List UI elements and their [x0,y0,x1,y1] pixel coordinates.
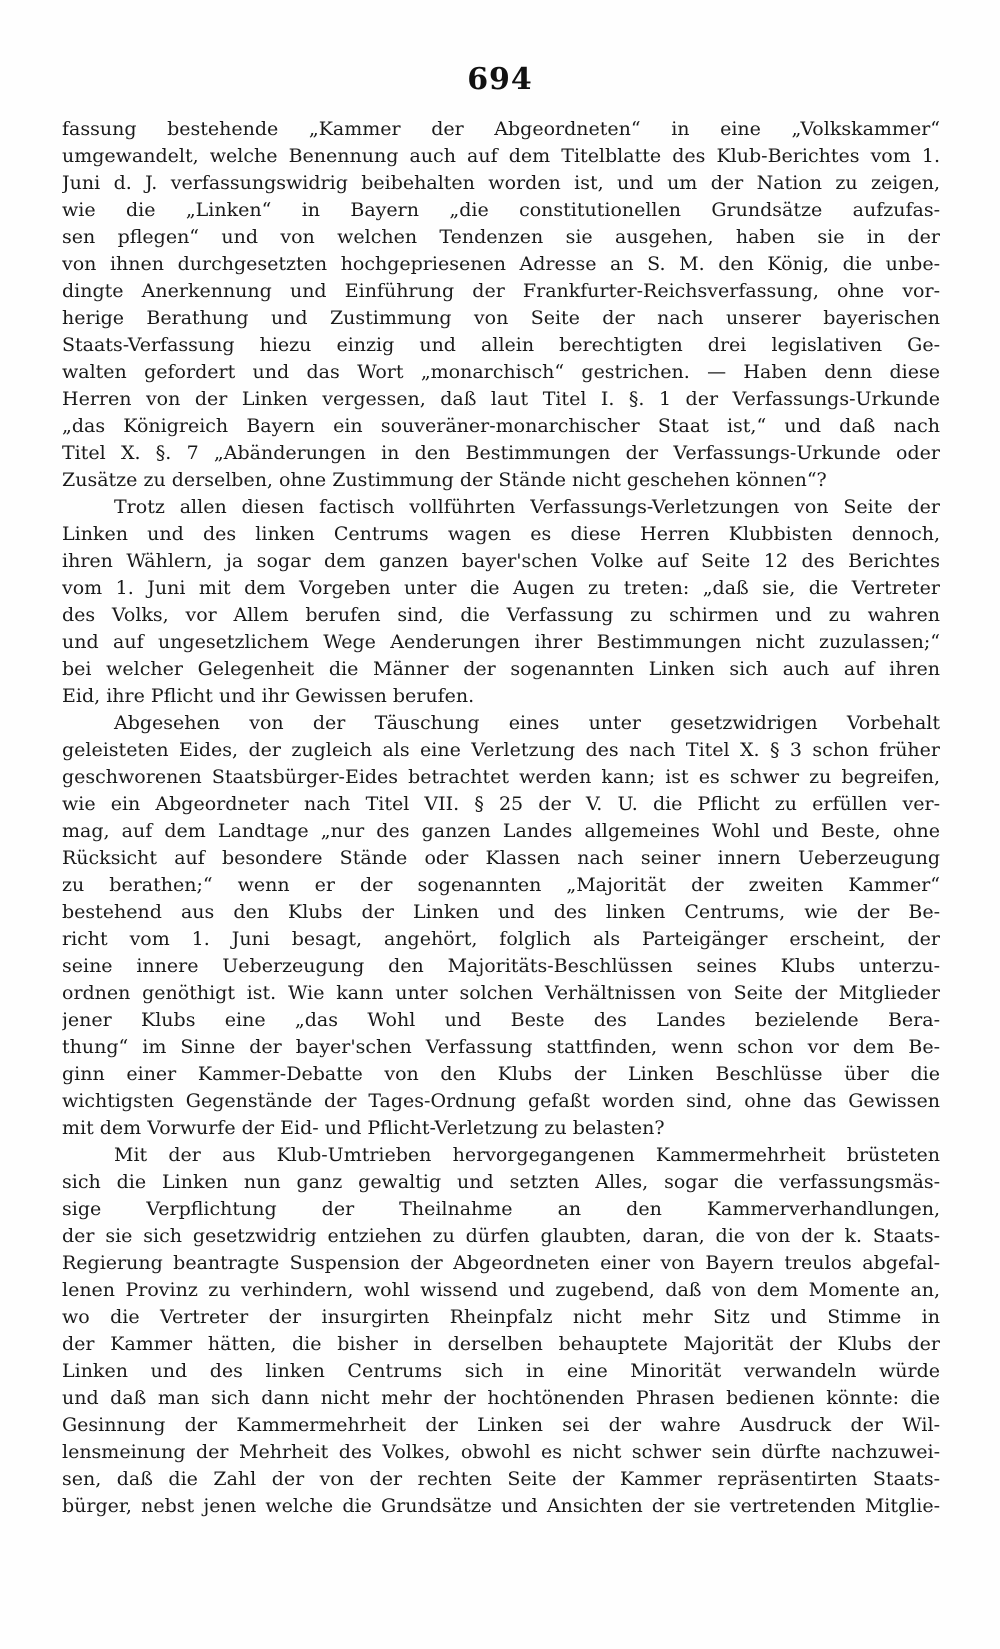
text-line: Linken und des linken Centrums wagen es diese Herren Klubbisten dennoch, [62,523,940,545]
text-line: Trotz allen diesen factisch vollführten Verfassungs-Verletzungen von Seite der [114,496,940,518]
text-line: sige Verpflichtung der Theilnahme an den Kammerverhandlungen, [62,1198,940,1220]
text-line: ihren Wählern, ja sogar dem ganzen bayer'schen Volke auf Seite 12 des Berichtes [62,550,940,572]
text-line: Gesinnung der Kammermehrheit der Linken sei der wahre Ausdruck der Wil- [62,1414,940,1436]
text-line: mag, auf dem Landtage „nur des ganzen Landes allgemeines Wohl und Beste, ohne [62,820,940,842]
text-line: umgewandelt, welche Benennung auch auf dem Titelblatte des Klub-Berichtes vom 1. [62,145,940,167]
text-line: von ihnen durchgesetzten hochgepriesenen Adresse an S. M. den König, die unbe- [62,253,940,275]
paragraph-2 [62,494,940,710]
text-line: „das Königreich Bayern ein souveräner-monarchischer Staat ist,“ und daß nach [62,415,940,437]
text-line: geschworenen Staatsbürger-Eides betrachtet werden kann; ist es schwer zu begreifen, [62,766,940,788]
text-line: lensmeinung der Mehrheit des Volkes, obwohl es nicht schwer sein dürfte nachzuwei- [62,1441,940,1463]
text-line: sen, daß die Zahl der von der rechten Seite der Kammer repräsentirten Staats- [62,1468,940,1490]
text-line: Linken und des linken Centrums sich in eine Minorität verwandeln würde [62,1360,940,1382]
text-line: mit dem Vorwurfe der Eid- und Pflicht-Verletzung zu belasten? [62,1117,665,1139]
text-line: zu berathen;“ wenn er der sogenannten „Majorität der zweiten Kammer“ [62,874,940,896]
text-line: wie ein Abgeordneter nach Titel VII. § 25 der V. U. die Pflicht zu erfüllen ver- [62,793,940,815]
text-line: richt vom 1. Juni besagt, angehört, folglich als Parteigänger erscheint, der [62,928,940,950]
text-line: Mit der aus Klub-Umtrieben hervorgegangenen Kammermehrheit brüsteten [114,1144,940,1166]
text-line: Zusätze zu derselben, ohne Zustimmung der Stände nicht geschehen können“? [62,469,827,491]
text-line: walten gefordert und das Wort „monarchisch“ gestrichen. — Haben denn diese [62,361,940,383]
text-line: Rücksicht auf besondere Stände oder Klassen nach seiner innern Ueberzeugung [62,847,940,869]
text-line: der sie sich gesetzwidrig entziehen zu dürfen glaubten, daran, die von der k. Staats- [62,1225,940,1247]
paragraph-4 [62,1142,940,1520]
text-line: und daß man sich dann nicht mehr der hochtönenden Phrasen bedienen könnte: die [62,1387,940,1409]
text-line: ordnen genöthigt ist. Wie kann unter solchen Verhältnissen von Seite der Mitglieder [62,982,940,1004]
text-line: der Kammer hätten, die bisher in derselben behauptete Majorität der Klubs der [62,1333,940,1355]
text-line: herige Berathung und Zustimmung von Seite der nach unserer bayerischen [62,307,940,329]
text-line: Abgesehen von der Täuschung eines unter gesetzwidrigen Vorbehalt [114,712,940,734]
text-line: wie die „Linken“ in Bayern „die constitutionellen Grundsätze aufzufas- [62,199,940,221]
text-line: Eid, ihre Pflicht und ihr Gewissen berufen. [62,685,475,707]
text-line: Herren von der Linken vergessen, daß laut Titel I. §. 1 der Verfassungs-Urkunde [62,388,940,410]
text-line: vom 1. Juni mit dem Vorgeben unter die Augen zu treten: „daß sie, die Vertreter [62,577,940,599]
text-line: Staats-Verfassung hiezu einzig und allein berechtigten drei legislativen Ge- [62,334,940,356]
text-line: Titel X. §. 7 „Abänderungen in den Bestimmungen der Verfassungs-Urkunde oder [62,442,940,464]
text-line: bürger, nebst jenen welche die Grundsätze und Ansichten der sie vertretenden Mitglie- [62,1495,940,1517]
text-line: fassung bestehende „Kammer der Abgeordneten“ in eine „Volkskammer“ [62,118,940,140]
text-line: sen pflegen“ und von welchen Tendenzen sie ausgehen, haben sie in der [62,226,940,248]
text-line: bestehend aus den Klubs der Linken und des linken Centrums, wie der Be- [62,901,940,923]
paragraph-1 [62,116,940,494]
text-line: Juni d. J. verfassungswidrig beibehalten worden ist, und um der Nation zu zeigen, [62,172,940,194]
text-line: wo die Vertreter der insurgirten Rheinpfalz nicht mehr Sitz und Stimme in [62,1306,940,1328]
text-line: Regierung beantragte Suspension der Abgeordneten einer von Bayern treulos abgefal- [62,1252,940,1274]
text-line: jener Klubs eine „das Wohl und Beste des Landes bezielende Bera- [62,1009,940,1031]
text-line: des Volks, vor Allem berufen sind, die Verfassung zu schirmen und zu wahren [62,604,940,626]
text-line: thung“ im Sinne der bayer'schen Verfassung stattfinden, wenn schon vor dem Be- [62,1036,940,1058]
page-number: 694 [467,62,533,97]
text-line: seine innere Ueberzeugung den Majoritäts-Beschlüssen seines Klubs unterzu- [62,955,940,977]
text-line: wichtigsten Gegenstände der Tages-Ordnung gefaßt worden sind, ohne das Gewissen [62,1090,940,1112]
text-line: ginn einer Kammer-Debatte von den Klubs der Linken Beschlüsse über die [62,1063,940,1085]
text-line: bei welcher Gelegenheit die Männer der sogenannten Linken sich auch auf ihren [62,658,940,680]
text-line: dingte Anerkennung und Einführung der Frankfurter-Reichsverfassung, ohne vor- [62,280,940,302]
text-line: lenen Provinz zu verhindern, wohl wissend und zugebend, daß von dem Momente an, [62,1279,940,1301]
text-line: und auf ungesetzlichem Wege Aenderungen ihrer Bestimmungen nicht zuzulassen;“ [62,631,940,653]
text-line: sich die Linken nun ganz gewaltig und setzten Alles, sogar die verfassungsmäs- [62,1171,940,1193]
paragraph-3 [62,710,940,1142]
text-line: geleisteten Eides, der zugleich als eine Verletzung des nach Titel X. § 3 schon früher [62,739,940,761]
